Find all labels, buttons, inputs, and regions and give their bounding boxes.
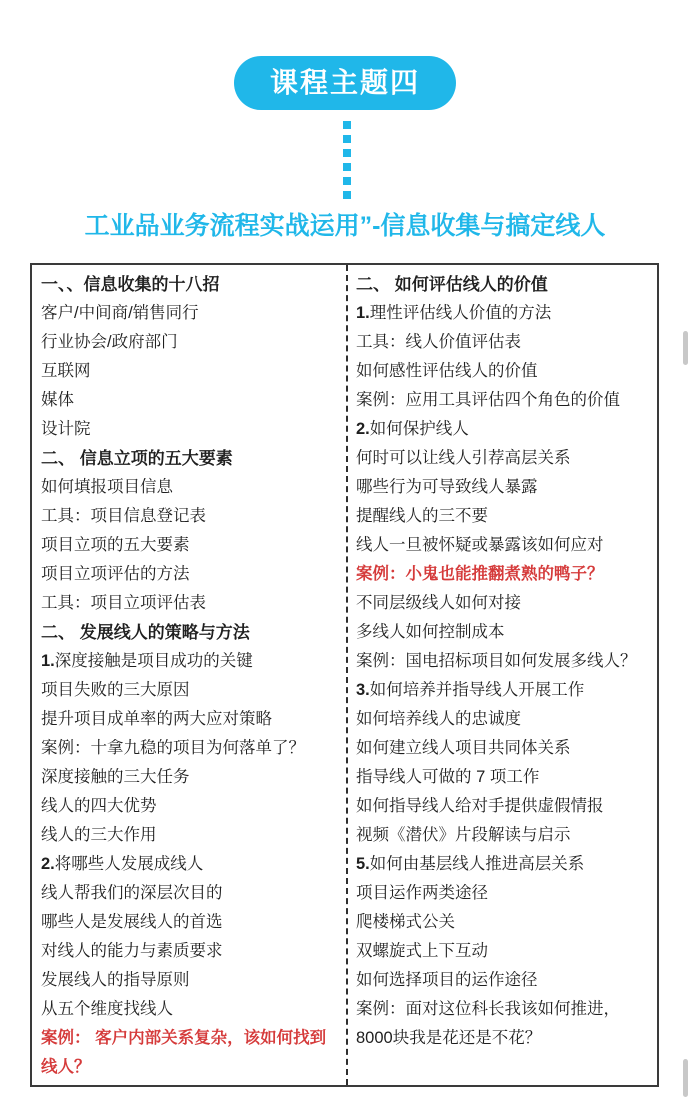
outline-item-text: 线人帮我们的深层次目的 — [41, 884, 223, 902]
outline-item-text: 多线人如何控制成本 — [356, 623, 505, 641]
outline-item-text: 案例：小鬼也能推翻煮熟的鸭子？ — [356, 565, 604, 583]
outline-item — [356, 589, 655, 618]
outline-item-text: 深度接触的三大任务 — [41, 768, 190, 786]
outline-item-text: 案例：面对这位科长我该如何推进，8000块我是花还是不花？ — [356, 1000, 620, 1047]
item-number-prefix: 3. — [356, 681, 370, 699]
outline-item — [41, 473, 340, 502]
item-number-prefix: 1. — [356, 304, 370, 322]
outline-item-text: 从五个维度找线人 — [41, 1000, 173, 1018]
item-number-prefix: 1. — [41, 652, 55, 670]
outline-item — [41, 386, 340, 415]
course-topic-badge — [234, 56, 456, 110]
outline-item — [41, 531, 340, 560]
outline-item — [356, 415, 655, 444]
outline-item — [41, 995, 340, 1024]
outline-item — [356, 618, 655, 647]
outline-item-text: 二、 发展线人的策略与方法 — [41, 623, 250, 642]
outline-item — [41, 647, 340, 676]
outline-item — [41, 502, 340, 531]
outline-item-text: 指导线人可做的 7 项工作 — [356, 768, 540, 786]
outline-item-text: 如何填报项目信息 — [41, 478, 173, 496]
outline-item-text: 项目立项评估的方法 — [41, 565, 190, 583]
outline-item — [41, 937, 340, 966]
outline-item-text: 将哪些人发展成线人 — [54, 855, 204, 873]
outline-item — [356, 328, 655, 357]
scrollbar-thumb-bottom[interactable] — [683, 1059, 688, 1097]
outline-item — [41, 676, 340, 705]
connector-dot — [343, 191, 351, 199]
page-title: 工业品业务流程实战运用”-信息收集与搞定线人 — [84, 212, 606, 240]
dotted-connector — [343, 121, 351, 199]
outline-item-text: 案例：十拿九稳的项目为何落单了？ — [41, 739, 305, 757]
outline-item — [41, 589, 340, 618]
outline-item-text: 项目立项的五大要素 — [41, 536, 190, 554]
outline-item-text: 线人的三大作用 — [41, 826, 157, 844]
outline-item — [41, 560, 340, 589]
outline-item-text: 对线人的能力与素质要求 — [41, 942, 223, 960]
outline-item-text: 案例： 客户内部关系复杂，该如何找到线人？ — [41, 1029, 327, 1076]
outline-item — [41, 850, 340, 879]
connector-dot — [343, 135, 351, 143]
outline-item — [356, 995, 655, 1053]
outline-item-text: 如何指导线人给对手提供虚假情报 — [356, 797, 604, 815]
outline-item-text: 如何由基层线人推进高层关系 — [369, 855, 585, 873]
outline-item-text: 何时可以让线人引荐高层关系 — [356, 449, 571, 467]
outline-right-column — [348, 265, 657, 1085]
outline-item-text: 案例：应用工具评估四个角色的价值 — [356, 391, 620, 409]
outline-item-text: 线人一旦被怀疑或暴露该如何应对 — [356, 536, 604, 554]
outline-section-heading — [41, 444, 340, 473]
outline-section-heading — [41, 270, 340, 299]
outline-item — [41, 328, 340, 357]
outline-item-text: 如何选择项目的运作途径 — [356, 971, 538, 989]
outline-item — [41, 357, 340, 386]
outline-item — [356, 937, 655, 966]
outline-item — [356, 705, 655, 734]
outline-item — [41, 299, 340, 328]
outline-item-text: 哪些人是发展线人的首选 — [41, 913, 223, 931]
outline-item — [356, 647, 655, 676]
outline-item-text: 如何培养并指导线人开展工作 — [369, 681, 585, 699]
connector-dot — [343, 121, 351, 129]
outline-item-text: 工具：线人价值评估表 — [356, 333, 521, 351]
outline-item — [41, 908, 340, 937]
outline-item — [356, 299, 655, 328]
outline-item-text: 互联网 — [41, 362, 91, 380]
outline-item-text: 二、 如何评估线人的价值 — [356, 275, 548, 294]
outline-item — [356, 531, 655, 560]
outline-item-text: 案例：国电招标项目如何发展多线人？ — [356, 652, 637, 670]
outline-item-text: 项目失败的三大原因 — [41, 681, 190, 699]
outline-item-text: 视频《潜伏》片段解读与启示 — [356, 826, 571, 844]
outline-item — [356, 763, 655, 792]
outline-item — [41, 879, 340, 908]
connector-dot — [343, 177, 351, 185]
outline-item-text: 爬楼梯式公关 — [356, 913, 455, 931]
outline-item-text: 如何感性评估线人的价值 — [356, 362, 538, 380]
item-number-prefix: 2. — [41, 855, 55, 873]
outline-item-text: 客户/中间商/销售同行 — [41, 304, 199, 322]
outline-item — [356, 502, 655, 531]
outline-item-text: 不同层级线人如何对接 — [356, 594, 521, 612]
outline-item-text: 哪些行为可导致线人暴露 — [356, 478, 538, 496]
outline-item — [356, 473, 655, 502]
outline-item — [356, 908, 655, 937]
outline-item-text: 深度接触是项目成功的关键 — [54, 652, 253, 670]
outline-left-column — [32, 265, 348, 1085]
outline-case-item — [41, 1024, 340, 1082]
outline-item — [356, 966, 655, 995]
outline-item-text: 发展线人的指导原则 — [41, 971, 190, 989]
outline-item-text: 项目运作两类途径 — [356, 884, 488, 902]
outline-section-heading — [356, 270, 655, 299]
course-topic-badge-label: 课程主题四 — [269, 67, 421, 98]
item-number-prefix: 2. — [356, 420, 370, 438]
item-number-prefix: 5. — [356, 855, 370, 873]
outline-item-text: 如何保护线人 — [369, 420, 469, 438]
outline-item — [356, 386, 655, 415]
outline-item — [41, 966, 340, 995]
outline-item — [41, 705, 340, 734]
outline-item-text: 二、 信息立项的五大要素 — [41, 449, 233, 468]
outline-item — [41, 821, 340, 850]
outline-item-text: 工具：项目立项评估表 — [41, 594, 206, 612]
outline-item-text: 线人的四大优势 — [41, 797, 157, 815]
outline-item-text: 如何建立线人项目共同体关系 — [356, 739, 571, 757]
connector-dot — [343, 149, 351, 157]
outline-item — [41, 792, 340, 821]
outline-case-item — [356, 560, 655, 589]
course-outline-table — [30, 263, 659, 1087]
outline-item — [356, 444, 655, 473]
outline-item-text: 设计院 — [41, 420, 91, 438]
scrollbar-thumb-top[interactable] — [683, 331, 688, 365]
outline-item — [356, 821, 655, 850]
outline-item-text: 如何培养线人的忠诚度 — [356, 710, 521, 728]
outline-item-text: 提升项目成单率的两大应对策略 — [41, 710, 272, 728]
outline-item-text: 理性评估线人价值的方法 — [369, 304, 552, 322]
outline-item — [356, 850, 655, 879]
outline-section-heading — [41, 618, 340, 647]
outline-item — [356, 734, 655, 763]
outline-item — [356, 879, 655, 908]
outline-item — [356, 357, 655, 386]
outline-item-text: 一、、信息收集的十八招 — [41, 275, 220, 294]
outline-item — [41, 763, 340, 792]
outline-item-text: 提醒线人的三不要 — [356, 507, 488, 525]
outline-item-text: 双螺旋式上下互动 — [356, 942, 488, 960]
connector-dot — [343, 163, 351, 171]
outline-item — [356, 792, 655, 821]
outline-item — [41, 734, 340, 763]
outline-item — [41, 415, 340, 444]
outline-item-text: 媒体 — [41, 391, 74, 409]
outline-item-text: 行业协会/政府部门 — [41, 333, 178, 351]
outline-item — [356, 676, 655, 705]
outline-item-text: 工具：项目信息登记表 — [41, 507, 206, 525]
